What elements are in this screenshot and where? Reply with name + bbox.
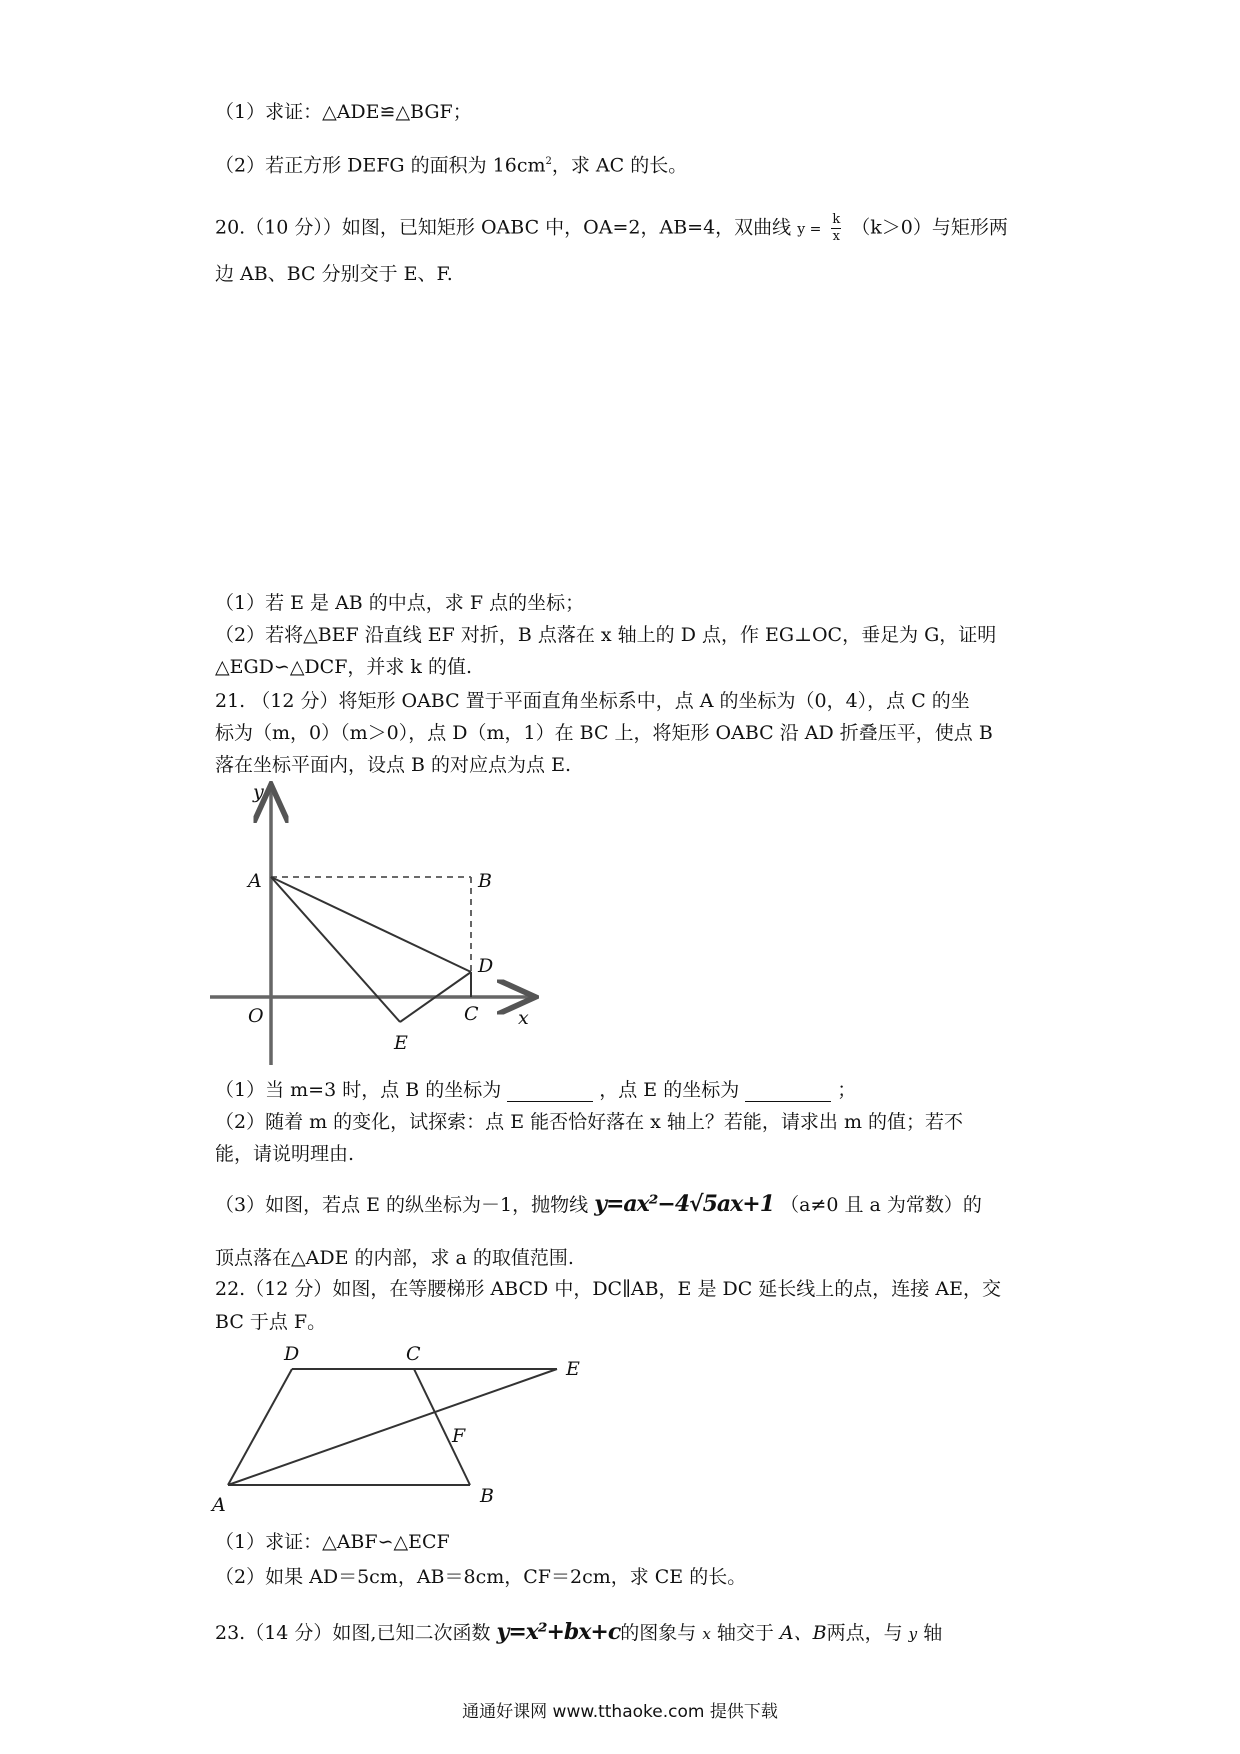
label-x: x	[518, 1007, 529, 1029]
q21-part1-text-a: （1）当 m=3 时，点 B 的坐标为	[215, 1079, 502, 1101]
q19-part1	[215, 100, 472, 124]
q21-part3-line2	[215, 1246, 574, 1270]
q20-part2-line2	[215, 655, 472, 679]
q22-line2	[215, 1310, 326, 1334]
q20-part2-text2: △EGD∽△DCF，并求 k 的值.	[215, 656, 473, 678]
q21-part2-line2	[215, 1142, 354, 1166]
q23-text-c: 轴交于	[716, 1622, 774, 1644]
q20-fraction	[831, 212, 841, 245]
q19-superscript: 2	[545, 156, 552, 167]
q23-text-e: 轴	[923, 1622, 943, 1644]
answer-blank-b[interactable]	[507, 1083, 593, 1102]
q22-part2	[215, 1565, 746, 1589]
q21-part2-text1: （2）随着 m 的变化，试探索：点 E 能否恰好落在 x 轴上？若能，请求出 m 的值；若不	[215, 1111, 964, 1133]
q20-frac-num: k	[832, 212, 841, 227]
label-y: y	[253, 781, 264, 803]
label-d: D	[478, 955, 494, 977]
label-e: E	[394, 1032, 408, 1054]
q21-line2	[215, 721, 993, 745]
q21-figure	[200, 780, 560, 1070]
q21-text2: 标为（m，0）（m＞0），点 D（m，1）在 BC 上，将矩形 OABC 沿 AD 折叠压平，使点 B	[215, 722, 993, 744]
q21-part1-text-c: ；	[837, 1079, 857, 1101]
segment-ae	[228, 1369, 557, 1485]
page-footer: 通通好课网 www.tthaoke.com 提供下载	[462, 1702, 778, 1722]
segment-ad	[271, 877, 471, 972]
q21-text3: 落在坐标平面内，设点 B 的对应点为点 E.	[215, 754, 571, 776]
q20-part2-text1: （2）若将△BEF 沿直线 EF 对折，B 点落在 x 轴上的 D 点，作 EG⊥OC，垂足为 G，证明	[215, 624, 997, 646]
q23-x-symbol: x	[702, 1625, 711, 1643]
q21-part3-text-b: （a≠0 且 a 为常数）的	[780, 1194, 982, 1216]
q20-y-eq: y =	[797, 221, 822, 238]
q22-figure	[200, 1335, 600, 1520]
q21-line1	[215, 689, 970, 713]
q23-text-a: 23.（14 分）如图,已知二次函数	[215, 1622, 491, 1644]
q20-part1-text: （1）若 E 是 AB 的中点，求 F 点的坐标；	[215, 592, 585, 614]
q20-part1	[215, 591, 584, 615]
q20-line2	[215, 262, 453, 286]
segment-ad	[228, 1369, 292, 1485]
answer-blank-e[interactable]	[745, 1083, 831, 1102]
q19-part2-text: （2）若正方形 DEFG 的面积为 16cm	[215, 154, 546, 177]
q21-part2-line1	[215, 1110, 963, 1134]
q22-text1: 22.（12 分）如图，在等腰梯形 ABCD 中，DC∥AB，E 是 DC 延长线上的点，连接 AE，交	[215, 1278, 1001, 1300]
q23-y-symbol: y	[908, 1625, 918, 1643]
q21-part1	[215, 1078, 856, 1102]
label-c: C	[464, 1003, 479, 1025]
q19-part2	[215, 150, 687, 177]
label-a: A	[212, 1494, 226, 1516]
q21-part3-text2: 顶点落在△ADE 的内部，求 a 的取值范围.	[215, 1247, 574, 1269]
q21-line3	[215, 753, 571, 777]
q20-frac-den: x	[832, 229, 840, 244]
q21-part1-text-b: ，点 E 的坐标为	[599, 1079, 740, 1101]
quadratic-formula: y=x²+bx+c	[496, 1619, 621, 1645]
q22-line1	[215, 1277, 1001, 1301]
q22-part2-text: （2）如果 AD＝5cm，AB＝8cm，CF＝2cm，求 CE 的长。	[215, 1566, 747, 1588]
q20-line1	[215, 212, 1008, 245]
q21-text1: 21. （12 分）将矩形 OABC 置于平面直角坐标系中，点 A 的坐标为（0，4），点 C 的坐	[215, 690, 970, 712]
q23-text-d: 两点，与	[826, 1622, 903, 1644]
parabola-formula: y=ax²−4√5ax+1	[594, 1191, 775, 1217]
label-b: B	[480, 1485, 494, 1507]
q22-part1-text: （1）求证：△ABF∽△ECF	[215, 1531, 450, 1553]
segment-ae	[271, 877, 400, 1022]
label-o: O	[248, 1005, 264, 1027]
q23-points: A、B	[779, 1622, 827, 1644]
label-a: A	[248, 870, 262, 892]
q21-part3-line1	[215, 1192, 982, 1217]
q21-part2-text2: 能，请说明理由.	[215, 1143, 355, 1165]
q20-line2-text: 边 AB、BC 分别交于 E、F.	[215, 263, 453, 285]
q23-line1	[215, 1620, 942, 1646]
q23-text-b: 的图象与	[620, 1622, 697, 1644]
q22-part1	[215, 1530, 450, 1554]
label-e: E	[566, 1358, 580, 1380]
q19-part1-text: （1）求证：△ADE≌△BGF；	[215, 101, 472, 123]
label-b: B	[478, 870, 492, 892]
q20-part2-line1	[215, 623, 996, 647]
q19-part2-tail: ，求 AC 的长。	[551, 154, 688, 177]
label-c: C	[406, 1343, 421, 1365]
label-d: D	[284, 1343, 300, 1365]
q20-text-b: （k＞0）与矩形两	[851, 216, 1008, 239]
q20-text-a: 20.（10 分））如图，已知矩形 OABC 中，OA=2，AB=4，双曲线	[215, 216, 792, 239]
label-f: F	[452, 1425, 466, 1447]
q21-part3-text-a: （3）如图，若点 E 的纵坐标为－1，抛物线	[215, 1194, 589, 1216]
q22-text2: BC 于点 F。	[215, 1311, 327, 1333]
